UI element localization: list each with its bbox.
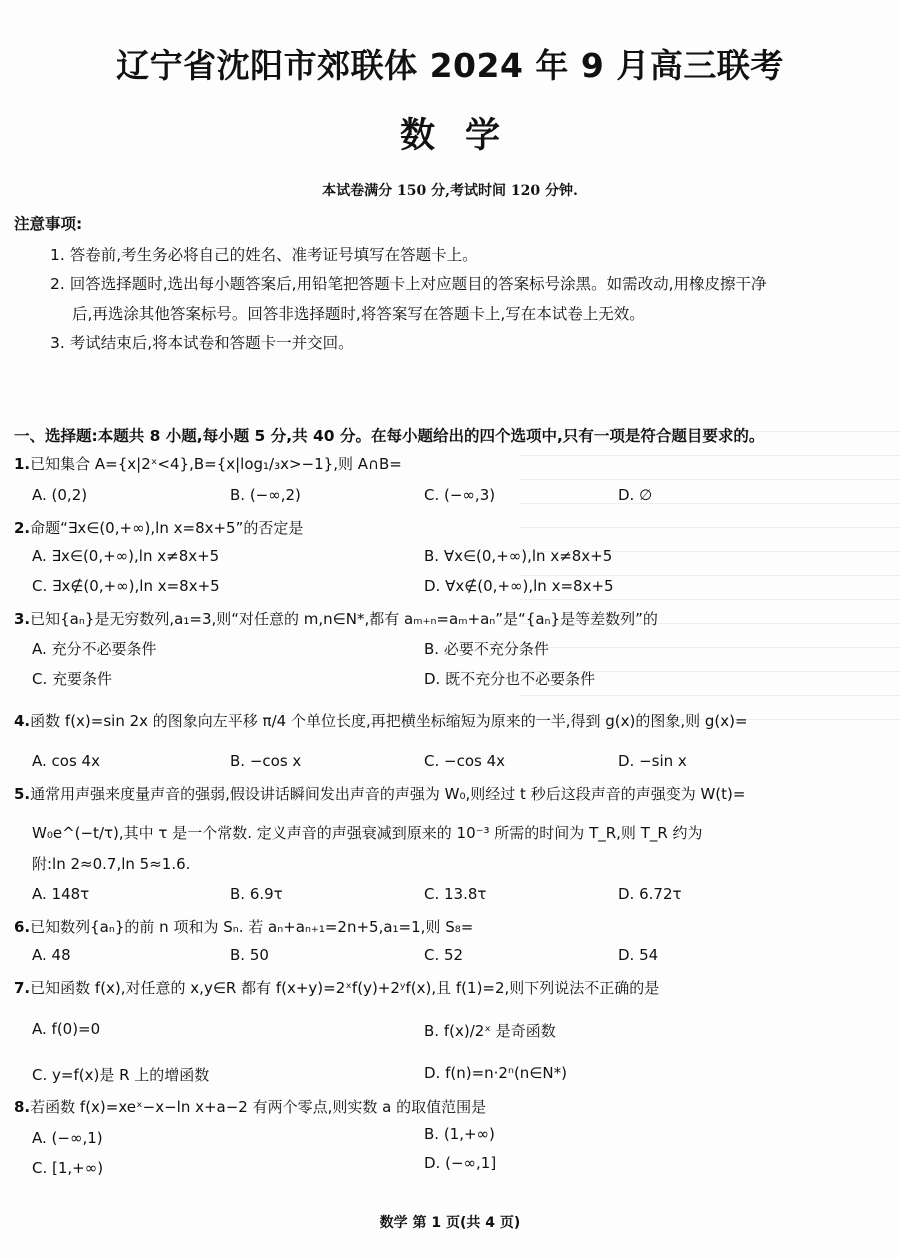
option-a: A. (0,2) [32,486,88,504]
question-5 [14,783,745,804]
option-b: B. 必要不充分条件 [424,640,549,658]
option-b: B. 6.9τ [230,885,283,903]
notes-heading: 注意事项: [14,215,83,233]
question-number: 4. [14,712,31,730]
option-c: C. 52 [424,946,464,964]
subject-title: 数学 [399,116,530,156]
section-heading: 一、选择题:本题共 8 小题,每小题 5 分,共 40 分。在每小题给出的四个选项中,只有一项是符合题目要求的。 [14,427,765,445]
question-number: 3. [14,610,31,628]
question-number: 1. [14,455,31,473]
option-c: C. y=f(x)是 R 上的增函数 [32,1066,210,1084]
exam-info: 本试卷满分 150 分,考试时间 120 分钟. [322,183,578,199]
option-a: A. 48 [32,946,71,964]
question-number: 5. [14,785,31,803]
question-7 [14,977,659,998]
option-b: B. ∀x∈(0,+∞),ln x≠8x+5 [424,547,613,565]
option-c: C. 13.8τ [424,885,487,903]
option-d: D. (−∞,1] [424,1154,497,1172]
question-number: 6. [14,918,31,936]
page-footer: 数学 第 1 页(共 4 页) [379,1215,521,1231]
option-a: A. 充分不必要条件 [32,640,157,658]
option-a: A. ∃x∈(0,+∞),ln x≠8x+5 [32,547,220,565]
option-d: D. 既不充分也不必要条件 [424,670,596,688]
option-d: D. ∅ [618,486,653,504]
question-number: 8. [14,1098,31,1116]
question-stem: 已知数列{aₙ}的前 n 项和为 Sₙ. 若 aₙ+aₙ₊₁=2n+5,a₁=1,则 S₈= [30,918,474,936]
question-6 [14,916,473,937]
question-stem: 已知{aₙ}是无穷数列,a₁=3,则“对任意的 m,n∈N*,都有 aₘ₊ₙ=aₘ+aₙ”是“{aₙ}是等差数列”的 [30,610,658,628]
question-stem: 已知集合 A={x|2ˣ<4},B={x|log₁/₃x>−1},则 A∩B= [30,455,402,473]
option-b: B. (−∞,2) [230,486,301,504]
option-b: B. (1,+∞) [424,1125,495,1143]
option-c: C. ∃x∉(0,+∞),ln x=8x+5 [32,577,220,595]
question-stem: 若函数 f(x)=xeˣ−x−ln x+a−2 有两个零点,则实数 a 的取值范围是 [30,1098,487,1116]
option-a: A. cos 4x [32,752,100,770]
option-a: A. 148τ [32,885,90,903]
question-note: 附:ln 2≈0.7,ln 5≈1.6. [32,855,191,873]
note-item: 3. 考试结束后,将本试卷和答题卡一并交回。 [50,334,354,352]
option-a: A. (−∞,1) [32,1129,103,1147]
note-item: 2. 回答选择题时,选出每小题答案后,用铅笔把答题卡上对应题目的答案标号涂黑。如需改动,用橡皮擦干净 [50,275,767,293]
option-d: D. f(n)=n·2ⁿ(n∈N*) [424,1064,567,1082]
page-title: 辽宁省沈阳市郊联体 2024 年 9 月高三联考 [116,46,784,85]
option-c: C. [1,+∞) [32,1159,104,1177]
option-c: C. (−∞,3) [424,486,496,504]
question-stem-continued: W₀e^(−t/τ),其中 τ 是一个常数. 定义声音的声强衰减到原来的 10⁻³ 所需的时间为 T_R,则 T_R 约为 [32,824,703,842]
note-item: 1. 答卷前,考生务必将自己的姓名、准考证号填写在答题卡上。 [50,246,478,264]
question-3 [14,608,658,629]
option-c: C. −cos 4x [424,752,506,770]
option-c: C. 充要条件 [32,670,113,688]
option-d: D. 6.72τ [618,885,682,903]
option-b: B. 50 [230,946,269,964]
option-b: B. f(x)/2ˣ 是奇函数 [424,1022,556,1040]
question-stem: 命题“∃x∈(0,+∞),ln x=8x+5”的否定是 [30,519,304,537]
option-d: D. ∀x∉(0,+∞),ln x=8x+5 [424,577,614,595]
question-2 [14,517,303,538]
question-stem: 函数 f(x)=sin 2x 的图象向左平移 π/4 个单位长度,再把横坐标缩短为原来的一半,得到 g(x)的图象,则 g(x)= [30,712,748,730]
question-8 [14,1096,486,1117]
option-b: B. −cos x [230,752,302,770]
question-4 [14,710,748,731]
question-number: 7. [14,979,31,997]
question-1 [14,453,402,474]
option-d: D. −sin x [618,752,687,770]
note-item: 后,再选涂其他答案标号。回答非选择题时,将答案写在答题卡上,写在本试卷上无效。 [72,305,645,323]
option-a: A. f(0)=0 [32,1020,101,1038]
question-stem: 已知函数 f(x),对任意的 x,y∈R 都有 f(x+y)=2ˣf(y)+2ʸf(x),且 f(1)=2,则下列说法不正确的是 [30,979,660,997]
option-d: D. 54 [618,946,659,964]
question-stem: 通常用声强来度量声音的强弱,假设讲话瞬间发出声音的声强为 W₀,则经过 t 秒后这段声音的声强变为 W(t)= [30,785,746,803]
question-number: 2. [14,519,31,537]
